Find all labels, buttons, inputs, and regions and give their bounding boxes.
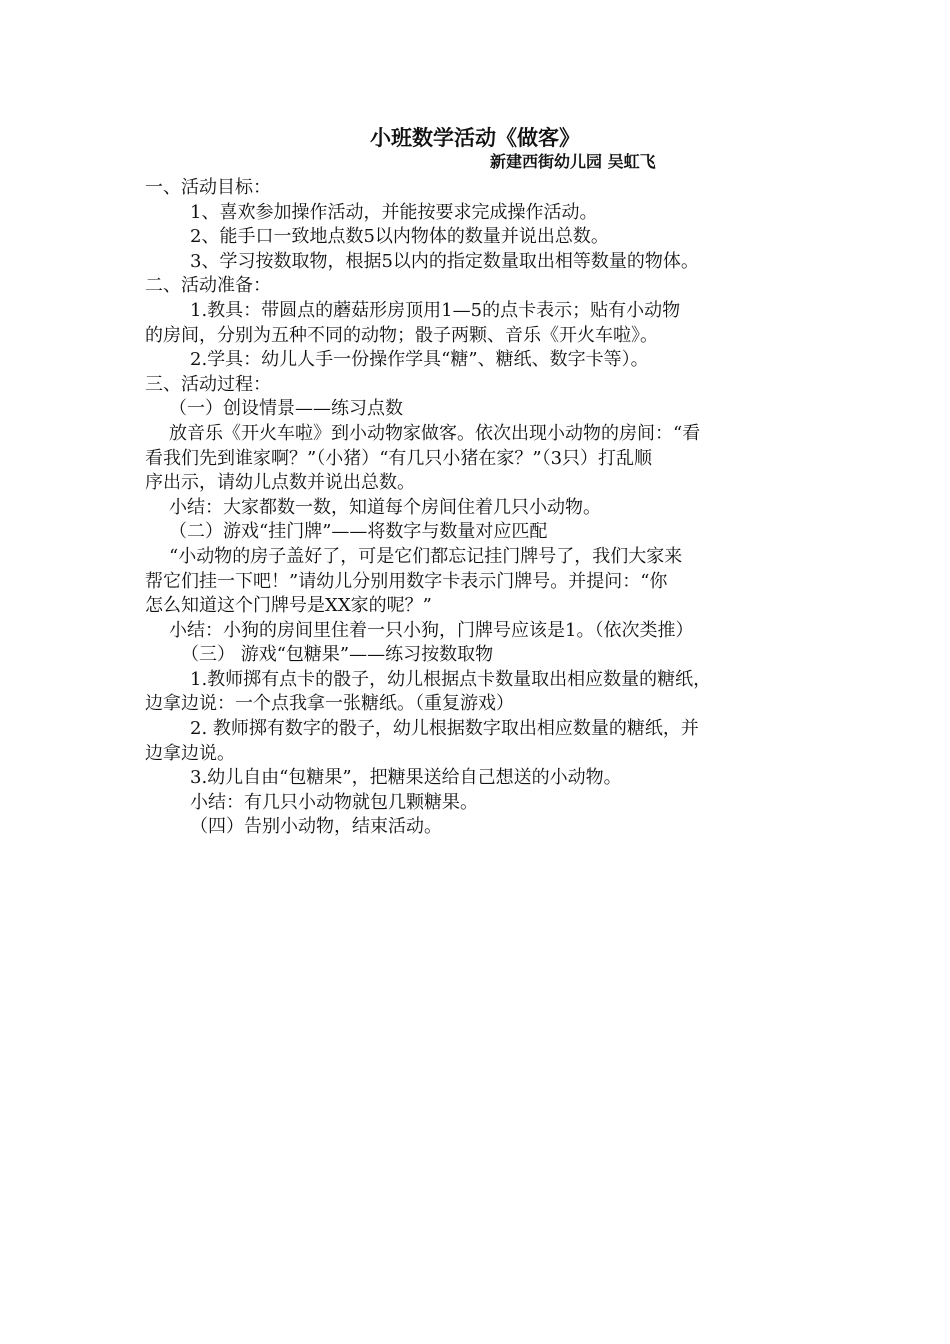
subsection-heading: （四）告别小动物，结束活动。: [190, 816, 442, 838]
section-heading-preparation: 二、活动准备：: [145, 275, 271, 297]
paragraph-line: 帮它们挂一下吧！”请幼儿分别用数字卡表示门牌号。并提问：“你: [145, 570, 668, 592]
preparation-item-continued: 的房间，分别为五种不同的动物；骰子两颗、音乐《开火车啦》。: [145, 324, 658, 346]
subsection-heading: （一）创设情景——练习点数: [169, 398, 403, 420]
section-heading-process: 三、活动过程：: [145, 373, 271, 395]
subsection-heading: （三） 游戏“包糖果”——练习按数取物: [181, 644, 494, 666]
summary-line: 小结：有几只小动物就包几颗糖果。: [190, 791, 478, 813]
subsection-heading: （二）游戏“挂门牌”——将数字与数量对应匹配: [169, 521, 548, 543]
preparation-item: 1.教具：带圆点的蘑菇形房顶用1—5的点卡表示；贴有小动物: [190, 299, 681, 321]
paragraph-line: “小动物的房子盖好了，可是它们都忘记挂门牌号了，我们大家来: [169, 545, 683, 567]
goal-item: 1、喜欢参加操作活动，并能按要求完成操作活动。: [190, 201, 598, 223]
paragraph-line: 3.幼儿自由“包糖果”，把糖果送给自己想送的小动物。: [190, 767, 622, 789]
paragraph-line: 边拿边说。: [145, 742, 235, 764]
summary-line: 小结：小狗的房间里住着一只小狗，门牌号应该是1。（依次类推）: [169, 619, 694, 641]
paragraph-line: 怎么知道这个门牌号是XX家的呢？”: [145, 595, 432, 617]
summary-line: 小结：大家都数一数，知道每个房间住着几只小动物。: [169, 496, 601, 518]
section-heading-goals: 一、活动目标：: [145, 177, 271, 198]
paragraph-line: 2. 教师掷有数字的骰子，幼儿根据数字取出相应数量的糖纸，并: [190, 718, 699, 740]
paragraph-line: 看我们先到谁家啊？”（小猪）“有几只小猪在家？”（3只）打乱顺: [145, 447, 653, 469]
paragraph-line: 放音乐《开火车啦》到小动物家做客。依次出现小动物的房间：“看: [169, 422, 701, 444]
paragraph-line: 序出示，请幼儿点数并说出总数。: [145, 472, 415, 494]
document-title: 小班数学活动《做客》: [370, 125, 580, 150]
goal-item: 3、学习按数取物，根据5以内的指定数量取出相等数量的物体。: [190, 250, 699, 272]
document-body: [145, 176, 825, 840]
goal-item: 2、能手口一致地点数5以内物体的数量并说出总数。: [190, 226, 609, 248]
document-author: 新建西街幼儿园 吴虹飞: [490, 152, 656, 171]
paragraph-line: 边拿边说：一个点我拿一张糖纸。（重复游戏）: [145, 693, 514, 715]
paragraph-line: 1.教师掷有点卡的骰子，幼儿根据点卡数量取出相应数量的糖纸，: [190, 668, 712, 690]
preparation-item: 2.学具：幼儿人手一份操作学具“糖”、糖纸、数字卡等）。: [190, 349, 649, 371]
